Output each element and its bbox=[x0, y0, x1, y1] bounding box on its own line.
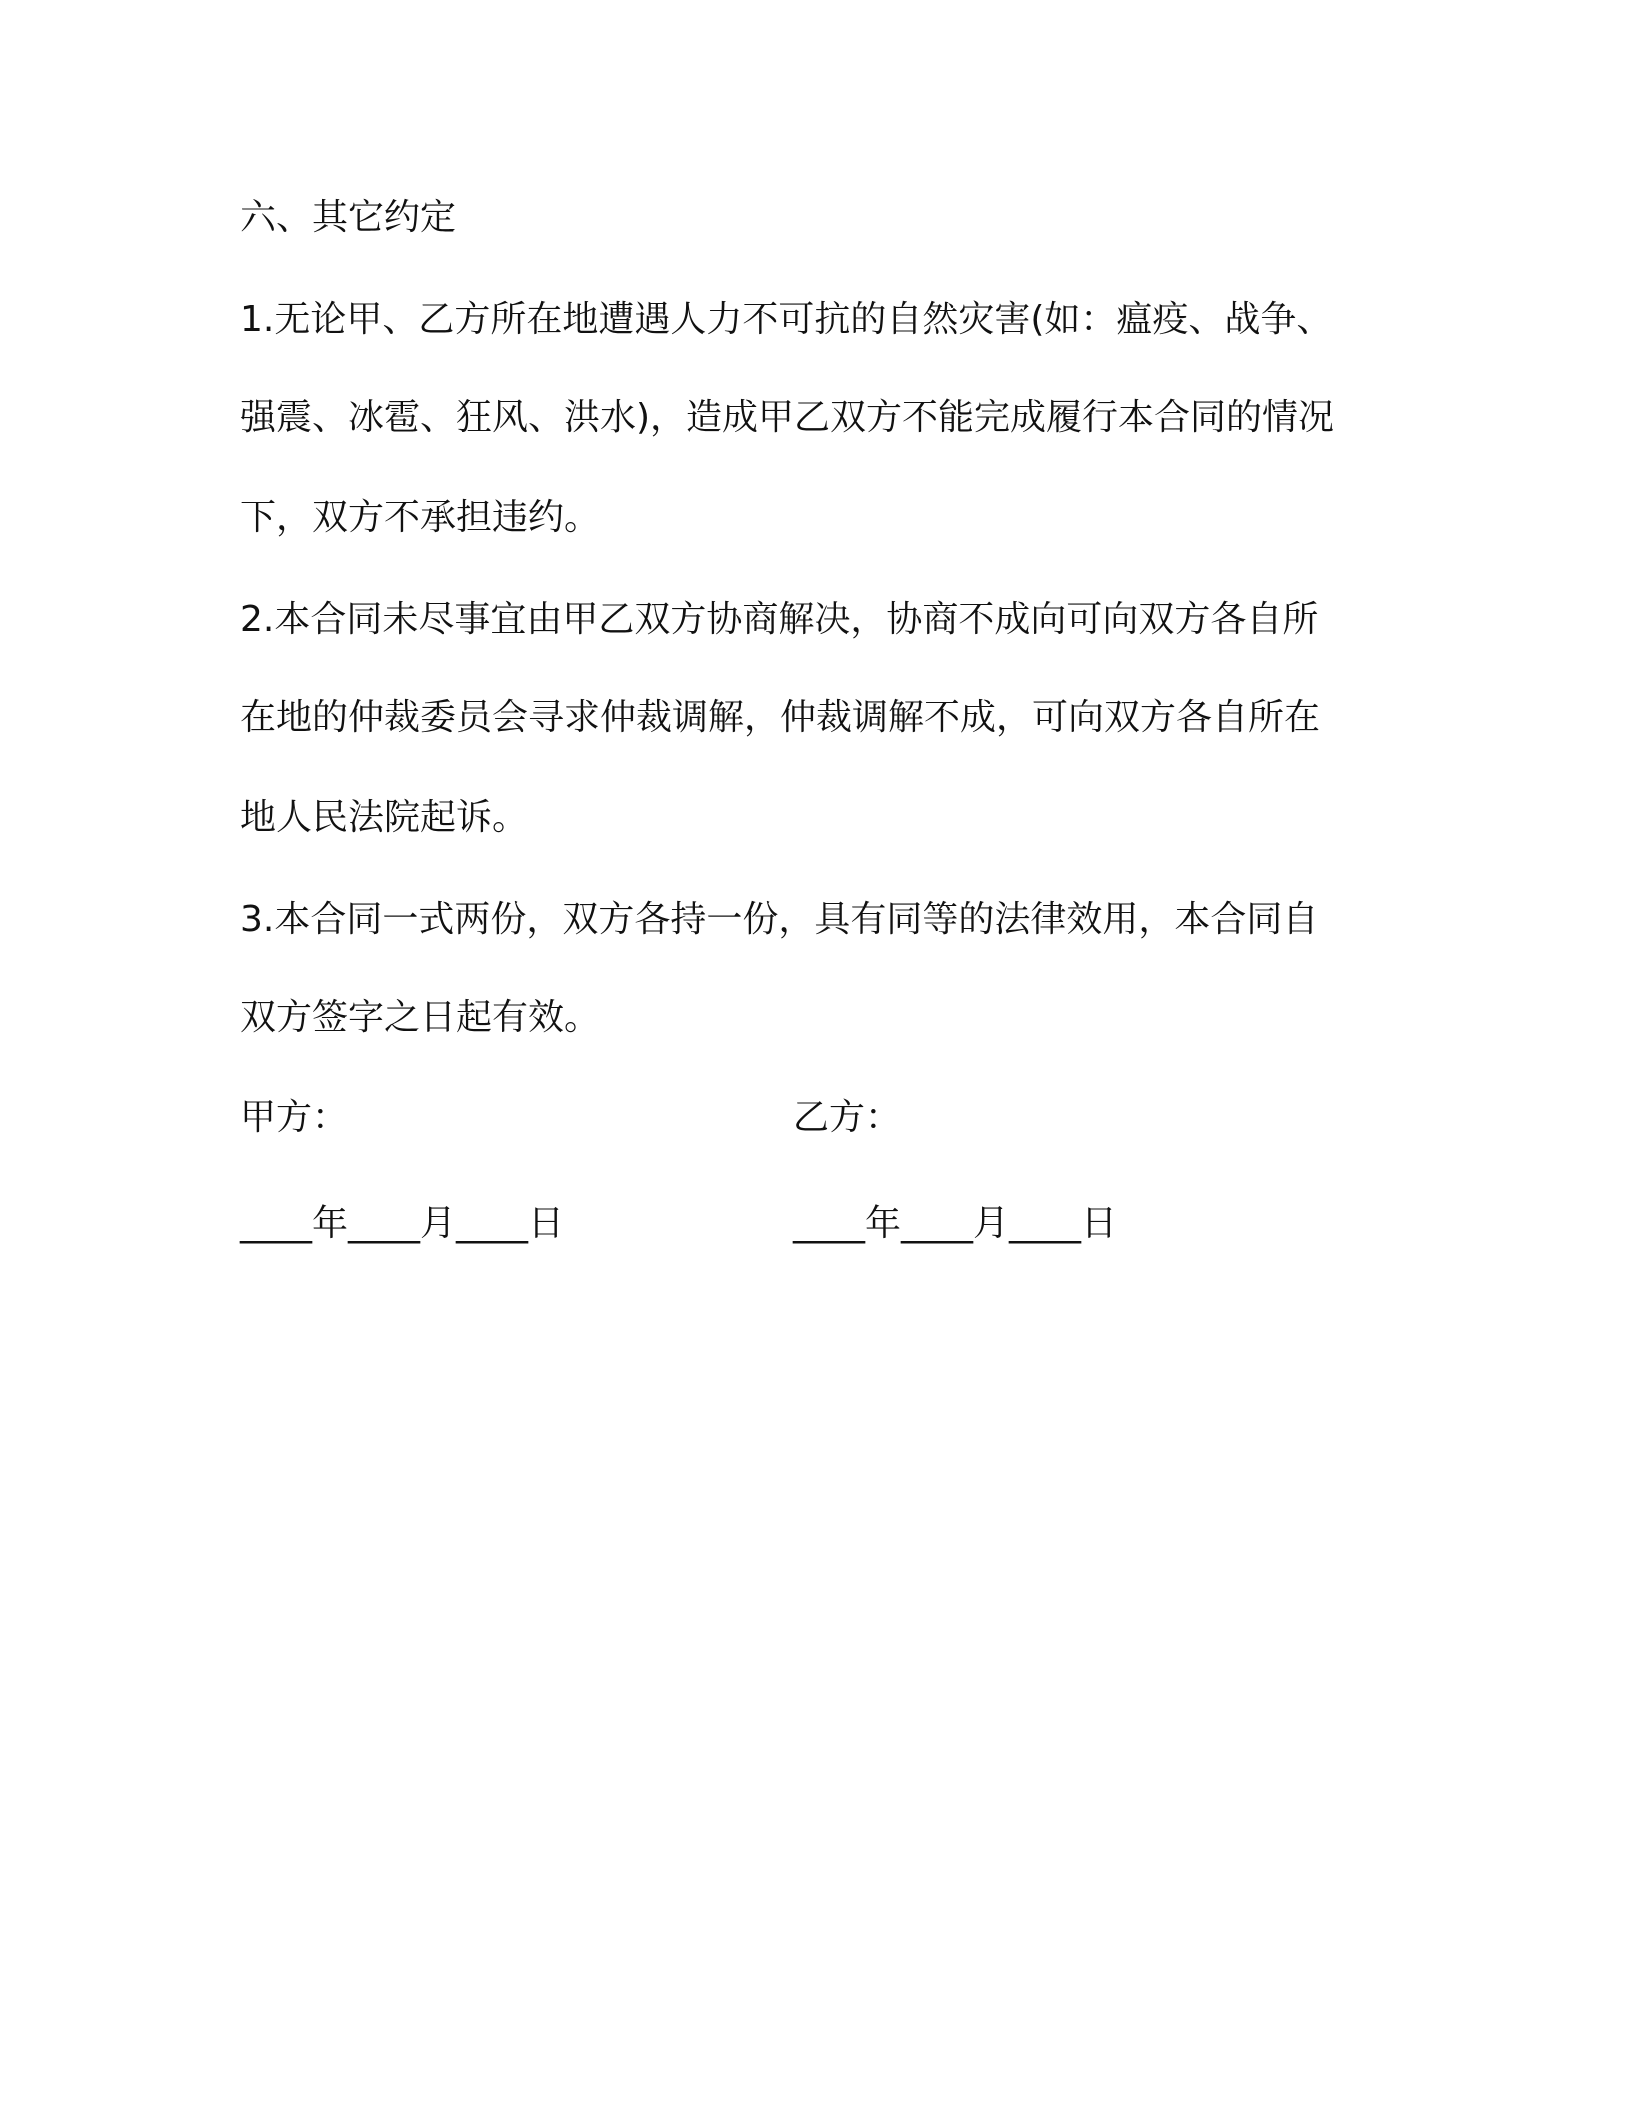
party-a-label: 甲方： bbox=[240, 1097, 349, 1138]
party-a-date: ____年____月____日 bbox=[240, 1203, 565, 1244]
clause-3-line-2: 双方签字之日起有效。 bbox=[240, 997, 601, 1038]
clause-2-line-1: 2.本合同未尽事宜由甲乙双方协商解决，协商不成向可向双方各自所 bbox=[240, 599, 1319, 640]
clause-2-line-3: 地人民法院起诉。 bbox=[240, 797, 529, 838]
section-heading: 六、其它约定 bbox=[240, 197, 457, 238]
clause-1-line-1: 1.无论甲、乙方所在地遭遇人力不可抗的自然灾害(如：瘟疫、战争、 bbox=[240, 299, 1333, 340]
clause-3-line-1: 3.本合同一式两份，双方各持一份，具有同等的法律效用，本合同自 bbox=[240, 899, 1319, 940]
party-b-date: ____年____月____日 bbox=[793, 1203, 1118, 1244]
clause-2-line-2: 在地的仲裁委员会寻求仲裁调解，仲裁调解不成，可向双方各自所在 bbox=[240, 697, 1321, 738]
party-b-label: 乙方： bbox=[793, 1097, 902, 1138]
clause-1-line-3: 下，双方不承担违约。 bbox=[240, 497, 601, 538]
clause-1-line-2: 强震、冰雹、狂风、洪水)，造成甲乙双方不能完成履行本合同的情况 bbox=[240, 397, 1335, 438]
